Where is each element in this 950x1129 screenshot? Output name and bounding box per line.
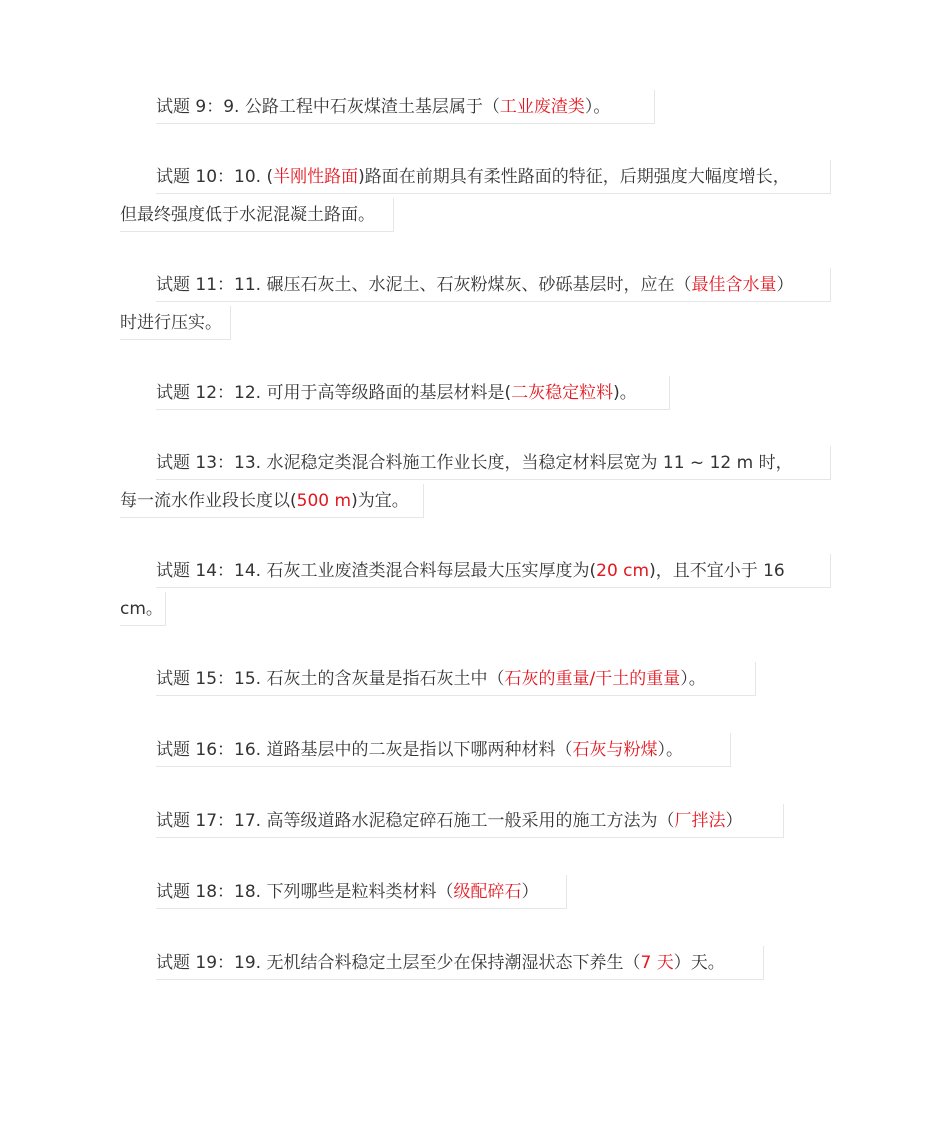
answer-text: 500 m bbox=[296, 491, 352, 511]
question-text: )为宜。 bbox=[351, 491, 409, 511]
question-14-line-1 bbox=[156, 554, 831, 588]
answer-text: 级配碎石 bbox=[453, 882, 522, 902]
question-11-line-2 bbox=[120, 306, 231, 340]
question-text: 时进行压实。 bbox=[120, 313, 222, 333]
question-17-line-1 bbox=[156, 804, 784, 838]
question-text: ）。 bbox=[584, 97, 611, 117]
question-text: )路面在前期具有柔性路面的特征，后期强度大幅度增长， bbox=[358, 167, 790, 187]
answer-text: 半刚性路面 bbox=[273, 167, 359, 187]
question-label: 试题 9：9. bbox=[156, 97, 245, 117]
question-18-line-1 bbox=[156, 875, 567, 909]
answer-text: 最佳含水量 bbox=[691, 275, 777, 295]
question-text: ）。 bbox=[680, 669, 706, 689]
question-10-line-2 bbox=[120, 198, 394, 232]
question-text: ）天。 bbox=[673, 953, 725, 973]
question-label: 试题 17：17. bbox=[156, 811, 267, 831]
answer-text: 工业废渣类 bbox=[499, 97, 585, 117]
question-13-line-2 bbox=[120, 484, 424, 518]
question-11-line-1 bbox=[156, 268, 831, 302]
question-text: )。 bbox=[613, 383, 637, 403]
question-text: 石灰工业废渣类混合料每层最大压实厚度为( bbox=[266, 561, 597, 581]
answer-text: 石灰的重量/干土的重量 bbox=[504, 669, 681, 689]
question-15-line-1 bbox=[156, 662, 756, 696]
question-label: 试题 18：18. bbox=[156, 882, 267, 902]
question-text: 石灰土的含灰量是指石灰土中（ bbox=[266, 669, 505, 689]
question-13-line-1 bbox=[156, 446, 831, 480]
question-12-line-1 bbox=[156, 376, 670, 410]
question-text: ( bbox=[266, 167, 274, 187]
question-label: 试题 16：16. bbox=[156, 740, 267, 760]
question-text: ） bbox=[725, 811, 743, 831]
question-text: 碾压石灰土、水泥土、石灰粉煤灰、砂砾基层时，应在（ bbox=[266, 275, 692, 295]
question-label: 试题 15：15. bbox=[156, 669, 267, 689]
answer-text: 20 cm bbox=[596, 561, 650, 581]
answer-text: 二灰稳定粒料 bbox=[511, 383, 614, 403]
question-text: 下列哪些是粒料类材料（ bbox=[266, 882, 454, 902]
question-text: )，且不宜小于 16 bbox=[649, 561, 785, 581]
question-text: cm。 bbox=[120, 599, 163, 619]
question-19-line-1 bbox=[156, 946, 764, 980]
question-14-line-2 bbox=[120, 592, 166, 626]
answer-text: 石灰与粉煤 bbox=[572, 740, 658, 760]
question-16-line-1 bbox=[156, 733, 731, 767]
question-label: 试题 13：13. bbox=[156, 453, 267, 473]
question-10-line-1 bbox=[156, 160, 831, 194]
question-text: 可用于高等级路面的基层材料是( bbox=[266, 383, 512, 403]
question-text: 无机结合料稳定土层至少在保持潮湿状态下养生（ bbox=[266, 953, 641, 973]
question-text: 公路工程中石灰煤渣土基层属于（ bbox=[244, 97, 500, 117]
answer-text: 7 天 bbox=[640, 953, 674, 973]
question-text: 每一流水作业段长度以( bbox=[120, 491, 297, 511]
question-label: 试题 19：19. bbox=[156, 953, 267, 973]
question-text: ）。 bbox=[657, 740, 683, 760]
question-label: 试题 10：10. bbox=[156, 167, 267, 187]
question-9-line-1 bbox=[156, 90, 655, 124]
question-text: 但最终强度低于水泥混凝土路面。 bbox=[120, 205, 375, 225]
question-label: 试题 11：11. bbox=[156, 275, 267, 295]
question-text: ） bbox=[521, 882, 539, 902]
question-label: 试题 12：12. bbox=[156, 383, 267, 403]
question-text: 道路基层中的二灰是指以下哪两种材料（ bbox=[266, 740, 573, 760]
question-text: 高等级道路水泥稳定碎石施工一般采用的施工方法为（ bbox=[266, 811, 675, 831]
answer-text: 厂拌法 bbox=[674, 811, 726, 831]
question-text: ） bbox=[776, 275, 794, 295]
question-label: 试题 14：14. bbox=[156, 561, 267, 581]
question-text: 水泥稳定类混合料施工作业长度，当稳定材料层宽为 11 ~ 12 m 时， bbox=[266, 453, 793, 473]
